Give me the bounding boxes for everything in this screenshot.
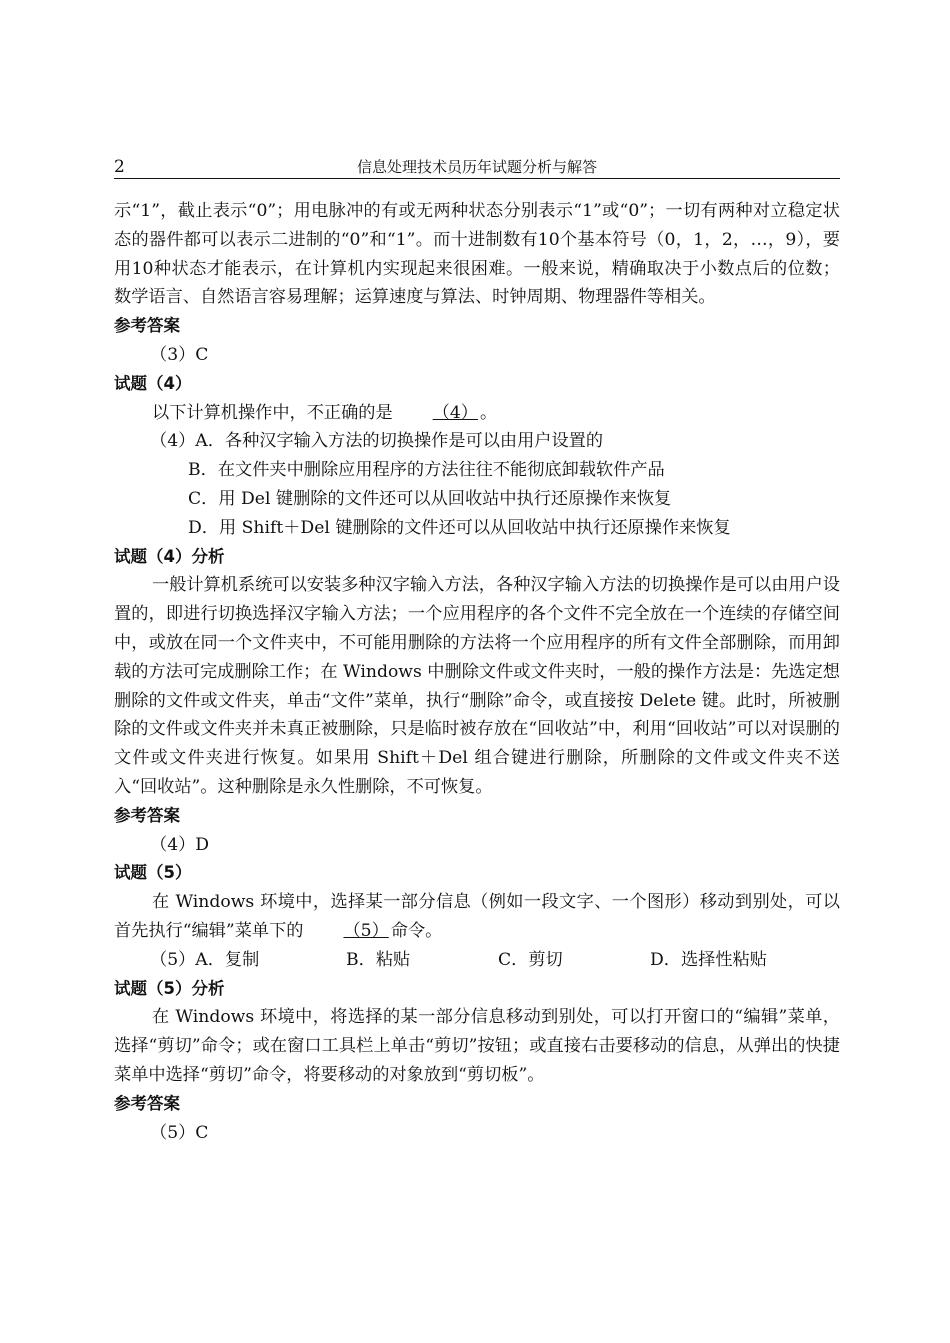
question-5-option-a: （5）A．复制	[150, 949, 260, 970]
question-4-option-a: （4）A．各种汉字输入方法的切换操作是可以由用户设置的	[150, 431, 604, 452]
question-4-heading: 试题（4）	[114, 373, 192, 393]
page-number: 2	[114, 157, 125, 177]
question-5-heading: 试题（5）	[114, 863, 192, 883]
running-title: 信息处理技术员历年试题分析与解答	[356, 158, 597, 176]
question-3-answer: （3）C	[150, 344, 209, 365]
question-5-options	[114, 946, 840, 975]
question-5-stem-text: 在 Windows 环境中，选择某一部分信息（例如一段文字、一个图形）移动到别处，可以首先执行“编辑”菜单下的	[114, 892, 840, 941]
question-5-answer: （5）C	[150, 1122, 209, 1143]
question-3-answer-heading: 参考答案	[114, 316, 180, 336]
page-content	[114, 197, 840, 1147]
question-4-option-d: D．用 Shift＋Del 键删除的文件还可以从回收站中执行还原操作来恢复	[188, 517, 731, 538]
question-5-option-b: B．粘贴	[346, 949, 411, 970]
page-header	[114, 156, 840, 179]
question-5-stem-end: 命令。	[390, 920, 443, 941]
question-4-analysis-heading: 试题（4）分析	[114, 546, 225, 566]
question-5-option-d: D．选择性粘贴	[650, 949, 767, 970]
question-5-analysis: 在 Windows 环境中，将选择的某一部分信息移动到别处，可以打开窗口的“编辑”菜单，选择“剪切”命令；或在窗口工具栏上单击“剪切”按钮；或直接右击要移动的信息，从弹出的快捷菜单中选择“剪切”命令，将要移动的对象放到“剪切板”。	[114, 1007, 840, 1085]
question-4-analysis: 一般计算机系统可以安装多种汉字输入方法，各种汉字输入方法的切换操作是可以由用户设置的，即进行切换选择汉字输入方法；一个应用程序的各个文件不完全放在一个连续的存储空间中，或放在同一个文件夹中，不可能用删除的方法将一个应用程序的所有文件全部删除，而用卸载的方法可完成删除工作；在 Windows 中删除文件或文件夹时，一般的操作方法是：先选定想删除的文件或文件夹，单击“文件”菜单，执行“删除”命令，或直接按 Delete 键。此时，所被删除的文件或文件夹并未真正被删除，只是临时被存放在“回收站”中，利用“回收站”可以对误删的文件或文件夹进行恢复。如果用 Shift＋Del 组合键进行删除，所删除的文件或文件夹不送入“回收站”。这种删除是永久性删除，不可恢复。	[114, 575, 840, 797]
question-4-answer-heading: 参考答案	[114, 805, 180, 825]
question-4-stem-text: 以下计算机操作中，不正确的是	[152, 402, 393, 423]
question-4-stem	[114, 399, 840, 428]
question-4-blank: （4）	[432, 402, 478, 423]
question-5-answer-heading: 参考答案	[114, 1093, 180, 1113]
question-4-option-c: C．用 Del 键删除的文件还可以从回收站中执行还原操作来恢复	[188, 488, 672, 509]
question-4-stem-end: 。	[479, 402, 498, 423]
question-3-analysis-tail: 示“1”，截止表示“0”；用电脉冲的有或无两种状态分别表示“1”或“0”；一切有两种对立稳定状态的器件都可以表示二进制的“0”和“1”。而十进制数有10个基本符号（0，1，2，…，9），要用10种状态才能表示，在计算机内实现起来很困难。一般来说，精确取决于小数点后的位数；数学语言、自然语言容易理解；运算速度与算法、时钟周期、物理器件等相关。	[114, 201, 840, 308]
question-5-blank: （5）	[343, 920, 389, 941]
question-5-option-c: C．剪切	[498, 949, 563, 970]
question-4-option-b: B．在文件夹中删除应用程序的方法往往不能彻底卸载软件产品	[188, 460, 665, 481]
question-5-stem	[114, 888, 840, 946]
question-5-analysis-heading: 试题（5）分析	[114, 978, 225, 998]
question-4-answer: （4）D	[150, 834, 210, 855]
